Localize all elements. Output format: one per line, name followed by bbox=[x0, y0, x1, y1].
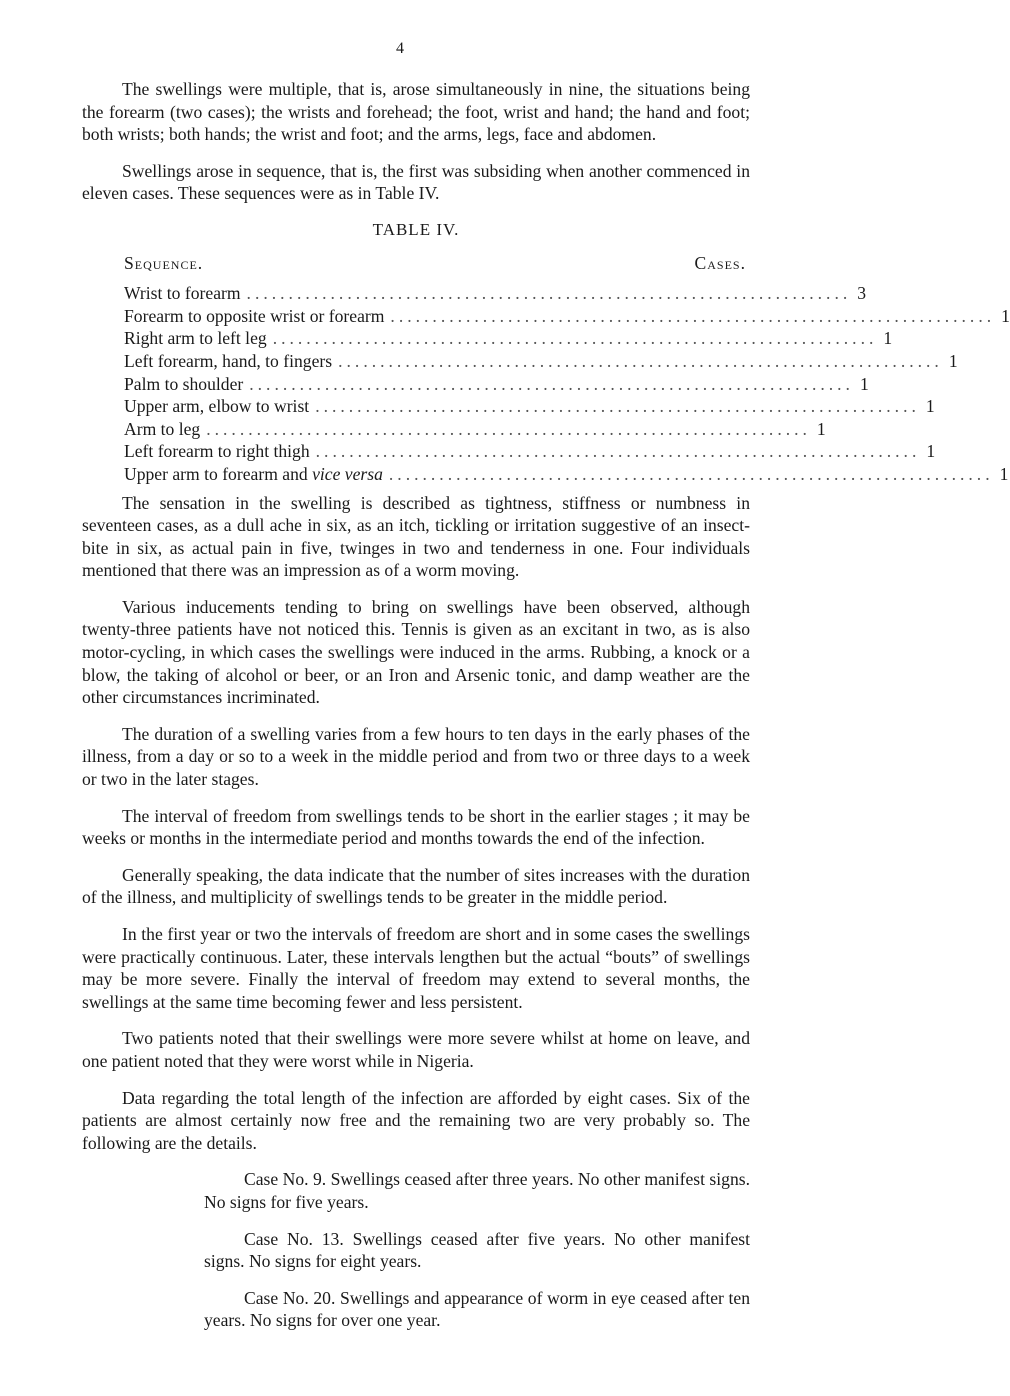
row-cases: 1 bbox=[859, 373, 869, 394]
leader-dots: ........................................................................ bbox=[388, 463, 994, 484]
case-entry: Case No. 9. Swellings ceased after three years. No other manifest signs. No signs for five years. bbox=[204, 1169, 750, 1212]
row-label: Arm to leg bbox=[124, 418, 201, 439]
row-cases: 1 bbox=[816, 418, 826, 439]
leader-dots: ........................................................................ bbox=[249, 373, 854, 394]
row-label-italic: vice versa bbox=[312, 463, 383, 484]
row-label bbox=[124, 463, 383, 486]
row-label: Upper arm, elbow to wrist bbox=[124, 396, 310, 417]
leader-dots: ........................................................................ bbox=[272, 328, 878, 349]
row-cases: 1 bbox=[948, 350, 958, 371]
document-body bbox=[82, 78, 1010, 1346]
paragraph: Various inducements tending to bring on swellings have been observed, although twenty-three patients have not noticed this. Tennis is given as an excitant in two, as is also motor-cycling, in which cases the swellings were induced in the arms. Rubbing, a knock or a blow, the taking of alcohol or beer, or an Iron and Arsenic tonic, and damp weather are the other circumstances incriminated. bbox=[82, 596, 750, 708]
table-row bbox=[82, 373, 869, 396]
row-cases: 1 bbox=[926, 441, 936, 462]
paragraph: Generally speaking, the data indicate that the number of sites increases with the duration of the illness, and multiplicity of swellings tends to be greater in the middle period. bbox=[82, 864, 750, 908]
leader-dots: ........................................................................ bbox=[315, 441, 921, 462]
page-number: 4 bbox=[396, 40, 404, 57]
row-label: Forearm to opposite wrist or forearm bbox=[124, 305, 385, 326]
row-cases: 1 bbox=[883, 328, 893, 349]
leader-dots: ........................................................................ bbox=[338, 350, 943, 371]
row-label-text: Upper arm to forearm and bbox=[124, 463, 313, 484]
leader-dots: ........................................................................ bbox=[246, 283, 852, 304]
paragraph: The swellings were multiple, that is, arose simultaneously in nine, the situations being the forearm (two cases); the wrists and forehead; the foot, wrist and hand; the hand and foot; both wrists; both hands; the wrist and foot; and the arms, legs, face and abdomen. bbox=[82, 79, 750, 145]
case-entry: Case No. 13. Swellings ceased after five years. No other manifest signs. No signs for eight years. bbox=[204, 1228, 750, 1272]
table-iv bbox=[82, 219, 1010, 486]
row-label: Wrist to forearm bbox=[124, 283, 241, 304]
table-row bbox=[82, 350, 958, 373]
paragraph: In the first year or two the intervals of freedom are short and in some cases the swellings were practically continuous. Later, these intervals lengthen but the actual “bouts” of swellings may be more severe. Finally the interval of freedom may extend to several months, the swellings at the same time becoming fewer and less persistent. bbox=[82, 924, 750, 1012]
table-row bbox=[82, 327, 893, 350]
column-header-sequence: Sequence. bbox=[124, 252, 204, 273]
paragraph: The duration of a swelling varies from a few hours to ten days in the early phases of the illness, from a day or so to a week in the middle period and from two or three days to a week or two in the later stages. bbox=[82, 723, 750, 790]
table-row bbox=[82, 282, 867, 305]
row-cases: 1 bbox=[1001, 305, 1010, 326]
paragraph: The interval of freedom from swellings tends to be short in the earlier stages ; it may be weeks or months in the intermediate period and months towards the end of the infection. bbox=[82, 805, 750, 849]
table-caption: TABLE IV. bbox=[372, 219, 460, 239]
row-cases: 1 bbox=[999, 463, 1009, 484]
paragraph: Two patients noted that their swellings were more severe whilst at home on leave, and one patient noted that they were worst while in Nigeria. bbox=[82, 1028, 750, 1071]
leader-dots: ........................................................................ bbox=[206, 418, 811, 439]
table-row bbox=[82, 463, 1009, 486]
row-cases: 3 bbox=[857, 283, 867, 304]
row-cases: 1 bbox=[925, 396, 935, 417]
column-header-cases: Cases. bbox=[694, 252, 746, 273]
row-label: Left forearm to right thigh bbox=[124, 441, 310, 462]
row-label: Right arm to left leg bbox=[124, 328, 267, 349]
case-entry: Case No. 20. Swellings and appearance of worm in eye ceased after ten years. No signs for over one year. bbox=[204, 1287, 750, 1331]
row-label: Palm to shoulder bbox=[124, 373, 244, 394]
table-header bbox=[82, 252, 750, 275]
table-row bbox=[82, 440, 936, 463]
paragraph: Data regarding the total length of the infection are afforded by eight cases. Six of the patients are almost certainly now free and the remaining two are very probably so. The following are the details. bbox=[82, 1087, 750, 1153]
table-row bbox=[82, 305, 1010, 328]
row-label: Left forearm, hand, to fingers bbox=[124, 350, 333, 371]
table-row bbox=[82, 395, 935, 418]
leader-dots: ........................................................................ bbox=[390, 305, 996, 326]
paragraph: Swellings arose in sequence, that is, the first was subsiding when another commenced in eleven cases. These sequences were as in Table IV. bbox=[82, 160, 750, 204]
paragraph: The sensation in the swelling is described as tightness, stiffness or numbness in seventeen cases, as a dull ache in six, as an itch, tickling or irritation suggestive of an insect-bite in six, as actual pain in five, twinges in two and tenderness in one. Four individuals mentioned that there was an impression as of a worm moving. bbox=[82, 492, 750, 581]
table-row bbox=[82, 418, 826, 441]
leader-dots: ........................................................................ bbox=[315, 396, 920, 417]
